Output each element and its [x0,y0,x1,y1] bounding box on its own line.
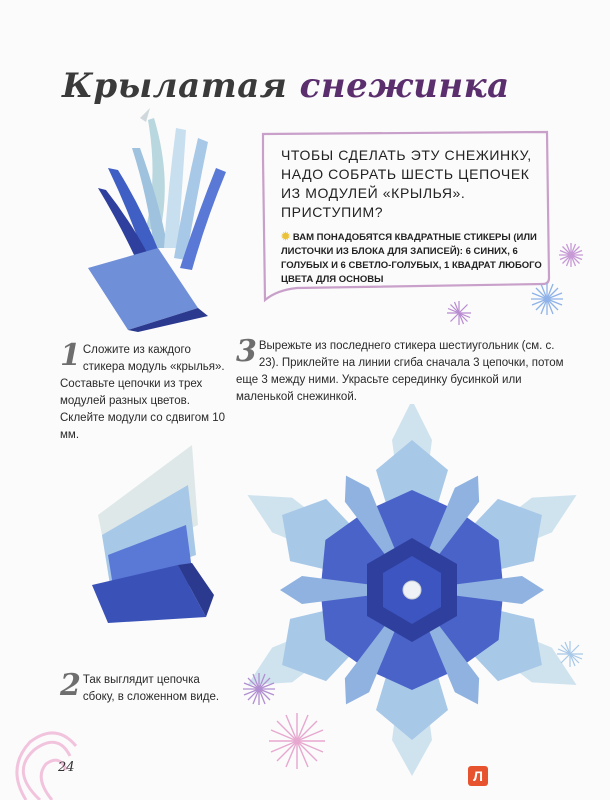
bead-icon [403,581,421,599]
title-accent: снежинка [299,66,510,106]
sparkle-burst-icon [530,282,564,316]
publisher-logo: Л [468,766,488,786]
step-3-number: 3 [236,334,257,369]
sparkle-burst-icon [556,640,584,668]
sparkle-icon: ✹ [281,231,291,243]
step-1 [60,338,230,444]
page-number: 24 [58,760,75,775]
step-1-text: Сложите из каждого стикера модуль «крылья». Составьте цепочки из трех модулей разных цветов. Склейте модули со сдвигом 10 мм. [60,344,226,441]
corner-swirl-decoration [0,712,80,800]
sparkle-burst-icon [268,712,326,770]
page-title [62,66,510,106]
sparkle-burst-icon [242,672,276,706]
step-2-text: Так выглядит цепочка сбоку, в сложенном виде. [82,674,220,703]
module-chain-illustration [88,108,256,332]
step-2 [60,668,230,706]
step-2-number: 2 [60,668,81,703]
sparkle-burst-icon [558,242,584,268]
step-3 [236,334,566,406]
sparkle-burst-icon [446,300,472,326]
chain-side-illustration [88,445,214,623]
step-3-text: Вырежьте из последнего стикера шестиугольник (см. с. 23). Приклейте на линии сгиба сначала 3 цепочки, потом еще 3 между ними. Украсьте серединку бусинкой или маленькой снежинкой. [236,340,564,403]
step-1-number: 1 [60,338,81,373]
callout-heading: ЧТОБЫ СДЕЛАТЬ ЭТУ СНЕЖИНКУ, НАДО СОБРАТЬ ШЕСТЬ ЦЕПОЧЕК ИЗ МОДУЛЕЙ «КРЫЛЬЯ». ПРИСТУПИМ? [281,147,532,220]
title-main: Крылатая [62,66,288,106]
materials-callout [257,128,555,304]
callout-materials: ВАМ ПОНАДОБЯТСЯ КВАДРАТНЫЕ СТИКЕРЫ (ИЛИ ЛИСТОЧКИ ИЗ БЛОКА ДЛЯ ЗАПИСЕЙ): 6 СИНИХ, 6 ГОЛУБЫХ И 6 СВЕТЛО-ГОЛУБЫХ, 1 КВАДРАТ ЛЮБОГО ЦВЕТА ДЛЯ ОСНОВЫ [281,232,542,285]
